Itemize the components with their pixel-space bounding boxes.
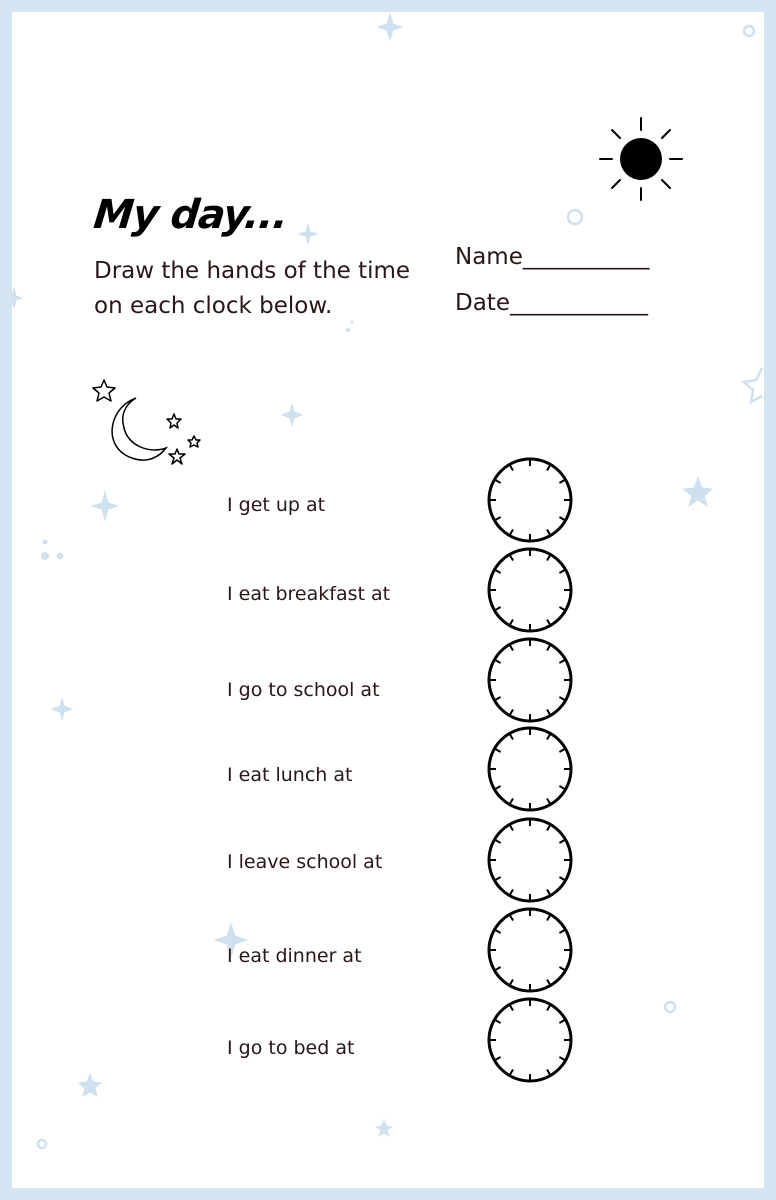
hour-tick: [510, 979, 513, 984]
star-outline-icon: [93, 380, 115, 401]
hour-tick: [559, 1020, 564, 1023]
clock-label-leave-school: I leave school at: [227, 851, 383, 873]
clock-label-lunch: I eat lunch at: [227, 764, 353, 786]
clock-label-get-up: I get up at: [227, 494, 326, 516]
hour-tick: [510, 619, 513, 624]
hour-tick: [559, 967, 564, 970]
sparkle-icon: [92, 492, 118, 520]
hour-tick: [547, 1005, 550, 1010]
hour-tick: [510, 825, 513, 830]
ring-decoration: [38, 1140, 46, 1148]
star-icon: [684, 478, 712, 506]
ring-decoration: [568, 210, 582, 224]
hour-tick: [495, 517, 500, 520]
hour-tick: [559, 697, 564, 700]
star-outline-icon: [188, 436, 200, 447]
clock-rim: [489, 728, 571, 810]
star-icon: [79, 1074, 101, 1096]
hour-tick: [495, 749, 500, 752]
clock-rim: [489, 459, 571, 541]
hour-tick: [510, 798, 513, 803]
clock-rim: [489, 909, 571, 991]
date-field[interactable]: Date____________: [455, 290, 648, 316]
hour-tick: [495, 697, 500, 700]
hour-tick: [510, 645, 513, 650]
worksheet-page: [12, 12, 764, 1188]
hour-tick: [510, 1005, 513, 1010]
hour-tick: [547, 915, 550, 920]
hour-tick: [510, 529, 513, 534]
clock-label-bed: I go to bed at: [227, 1037, 355, 1059]
clock-face-dinner[interactable]: [486, 906, 574, 994]
sparkle-icon: [12, 288, 22, 308]
clock-face-leave-school[interactable]: [486, 816, 574, 904]
hour-tick: [547, 709, 550, 714]
hour-tick: [510, 889, 513, 894]
sparkle-icon: [52, 698, 72, 720]
hour-tick: [559, 607, 564, 610]
sparkle-icon: [299, 224, 317, 244]
hour-tick: [510, 915, 513, 920]
hour-tick: [547, 529, 550, 534]
hour-tick: [495, 480, 500, 483]
worksheet-title: My day...: [91, 192, 290, 238]
hour-tick: [547, 555, 550, 560]
hour-tick: [559, 749, 564, 752]
hour-tick: [495, 607, 500, 610]
hour-tick: [559, 930, 564, 933]
clock-face-bed[interactable]: [486, 996, 574, 1084]
hour-tick: [495, 786, 500, 789]
clock-label-dinner: I eat dinner at: [227, 945, 362, 967]
instructions-text: Draw the hands of the time on each clock below.: [94, 258, 411, 319]
star-outline-icon: [167, 414, 181, 428]
hour-tick: [559, 786, 564, 789]
hour-tick: [495, 930, 500, 933]
hour-tick: [547, 1069, 550, 1074]
clock-rim: [489, 639, 571, 721]
clock-rim: [489, 999, 571, 1081]
hour-tick: [495, 967, 500, 970]
hour-tick: [510, 709, 513, 714]
hour-tick: [510, 465, 513, 470]
hour-tick: [547, 825, 550, 830]
clock-label-breakfast: I eat breakfast at: [227, 583, 391, 605]
hour-tick: [495, 1057, 500, 1060]
sun-icon: [596, 116, 686, 206]
hour-tick: [547, 798, 550, 803]
hour-tick: [547, 465, 550, 470]
hour-tick: [559, 877, 564, 880]
hour-tick: [559, 1057, 564, 1060]
sparkle-icon: [378, 14, 402, 40]
hour-tick: [495, 877, 500, 880]
clock-label-go-to-school: I go to school at: [227, 679, 380, 701]
sparkle-icon: [282, 404, 302, 426]
ring-decoration: [744, 26, 754, 36]
hour-tick: [495, 840, 500, 843]
clock-rim: [489, 549, 571, 631]
hour-tick: [547, 645, 550, 650]
hour-tick: [559, 480, 564, 483]
clock-face-lunch[interactable]: [486, 725, 574, 813]
hour-tick: [547, 734, 550, 739]
hour-tick: [559, 570, 564, 573]
hour-tick: [510, 555, 513, 560]
star-icon: [376, 1120, 392, 1136]
clock-face-get-up[interactable]: [486, 456, 574, 544]
hour-tick: [510, 734, 513, 739]
hour-tick: [547, 619, 550, 624]
hour-tick: [547, 979, 550, 984]
clock-rim: [489, 819, 571, 901]
moon-icon: [88, 376, 208, 466]
hour-tick: [559, 840, 564, 843]
hour-tick: [510, 1069, 513, 1074]
star-outline-icon: [169, 449, 185, 464]
hour-tick: [559, 660, 564, 663]
clock-face-go-to-school[interactable]: [486, 636, 574, 724]
hour-tick: [495, 570, 500, 573]
hour-tick: [559, 517, 564, 520]
star-outline-icon: [744, 368, 762, 402]
hour-tick: [495, 660, 500, 663]
name-field[interactable]: Name___________: [455, 244, 650, 270]
ring-decoration: [665, 1002, 675, 1012]
hour-tick: [495, 1020, 500, 1023]
hour-tick: [547, 889, 550, 894]
clock-face-breakfast[interactable]: [486, 546, 574, 634]
